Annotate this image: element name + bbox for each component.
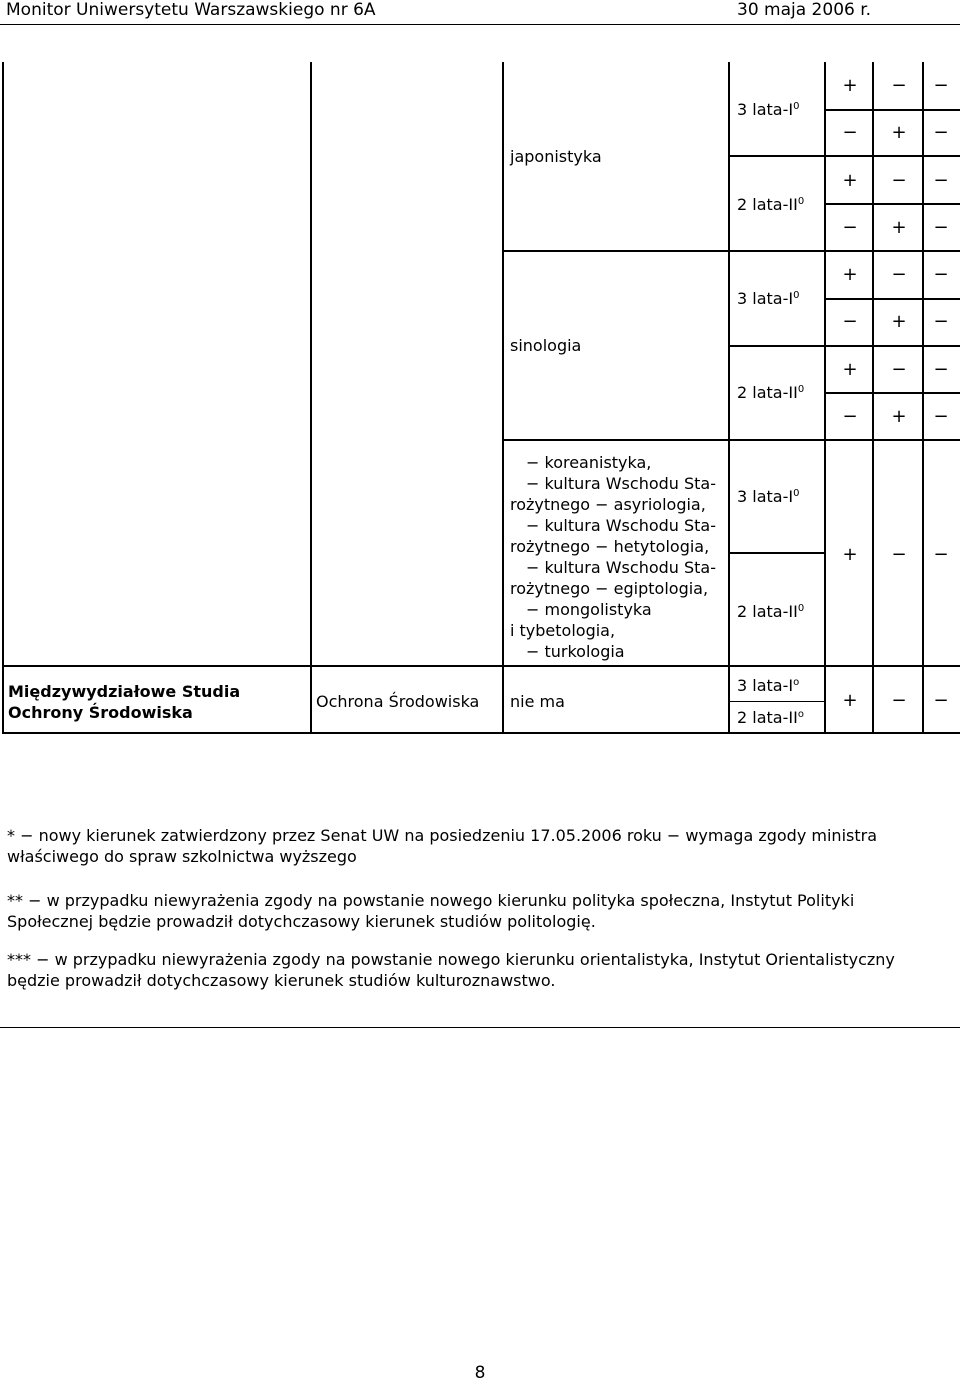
list-item: − kultura Wschodu Sta- bbox=[526, 474, 717, 493]
table-border-left bbox=[2, 62, 4, 734]
level-sup: 0 bbox=[797, 384, 805, 395]
table-col-divider bbox=[824, 62, 826, 734]
level-label: 2 lata-II bbox=[737, 708, 798, 727]
mark: − bbox=[933, 406, 949, 427]
kierunek-japonistyka: japonistyka bbox=[510, 147, 602, 166]
level-label: 2 lata-II bbox=[737, 602, 798, 621]
level-second-cycle bbox=[737, 601, 804, 622]
mark: − bbox=[842, 122, 858, 143]
list-item: − mongolistyka bbox=[526, 600, 652, 619]
mark: − bbox=[933, 170, 949, 191]
mark: − bbox=[933, 311, 949, 332]
page-number: 8 bbox=[474, 1363, 486, 1383]
level-second-cycle bbox=[737, 382, 804, 403]
unit-name-line: Międzywydziałowe Studia bbox=[8, 682, 241, 701]
mark: + bbox=[891, 406, 907, 427]
table-row-divider bbox=[826, 392, 960, 394]
footnote-2: ** − w przypadku niewyrażenia zgody na powstanie nowego kierunku polityka społeczna, Instytut Polityki Społecznej będzie prowadził dotychczasowy kierunek studiów politologię. bbox=[7, 891, 855, 931]
table-border-bottom bbox=[2, 732, 960, 734]
table-row-divider bbox=[502, 250, 960, 252]
level-label: 3 lata-I bbox=[737, 487, 794, 506]
table-row-divider bbox=[826, 298, 960, 300]
list-item: − turkologia bbox=[526, 642, 625, 661]
table-col-divider bbox=[728, 62, 730, 734]
level-sup: 0 bbox=[793, 101, 800, 112]
specjalnosci-list bbox=[510, 452, 716, 662]
mark: − bbox=[933, 264, 949, 285]
unit-name-line: Ochrony Środowiska bbox=[8, 703, 193, 722]
mark: − bbox=[933, 359, 949, 380]
mark: + bbox=[842, 264, 858, 285]
header-rule bbox=[0, 24, 960, 25]
list-item: rożytnego − hetytologia, bbox=[510, 537, 710, 556]
mark: − bbox=[891, 75, 907, 96]
table-row-divider bbox=[730, 701, 826, 702]
mark: − bbox=[891, 264, 907, 285]
mark: − bbox=[891, 170, 907, 191]
mark: + bbox=[891, 122, 907, 143]
level-label: 2 lata-II bbox=[737, 195, 798, 214]
kierunek-ochrona-srodowiska: Ochrona Środowiska bbox=[316, 692, 480, 711]
level-first-cycle bbox=[737, 675, 799, 696]
mark: + bbox=[842, 359, 858, 380]
table-row-divider bbox=[730, 345, 960, 347]
list-item: rożytnego − asyriologia, bbox=[510, 495, 706, 514]
mark: − bbox=[891, 359, 907, 380]
mark: − bbox=[933, 690, 949, 711]
mark: + bbox=[842, 170, 858, 191]
content-bottom-rule bbox=[0, 1027, 960, 1028]
level-first-cycle bbox=[737, 486, 799, 507]
specjalnosc-value: nie ma bbox=[510, 692, 565, 711]
level-second-cycle bbox=[737, 194, 804, 215]
publication-date: 30 maja 2006 r. bbox=[737, 0, 872, 20]
mark: + bbox=[842, 75, 858, 96]
table-row-divider bbox=[2, 665, 960, 667]
table-row-divider bbox=[502, 439, 960, 441]
level-first-cycle bbox=[737, 288, 799, 309]
level-first-cycle bbox=[737, 99, 799, 120]
kierunek-sinologia: sinologia bbox=[510, 336, 582, 355]
footnote-3: *** − w przypadku niewyrażenia zgody na powstanie nowego kierunku orientalistyka, Instytut Orientalistyczny będzie prowadził dotychczasowy kierunek studiów kulturoznawstwo. bbox=[7, 950, 895, 990]
mark: − bbox=[842, 311, 858, 332]
mark: + bbox=[842, 690, 858, 711]
level-label: 3 lata-I bbox=[737, 289, 794, 308]
mark: + bbox=[891, 217, 907, 238]
mark: − bbox=[842, 217, 858, 238]
table-row-divider bbox=[730, 155, 960, 157]
level-sup: 0 bbox=[793, 290, 800, 301]
list-item: − kultura Wschodu Sta- bbox=[526, 558, 717, 577]
table-col-divider bbox=[310, 62, 312, 734]
publication-title: Monitor Uniwersytetu Warszawskiego nr 6A bbox=[6, 0, 376, 20]
list-item: rożytnego − egiptologia, bbox=[510, 579, 709, 598]
level-sup: o bbox=[793, 677, 800, 688]
table-col-divider bbox=[502, 62, 504, 734]
list-item: − koreanistyka, bbox=[526, 453, 652, 472]
list-item: i tybetologia, bbox=[510, 621, 616, 640]
mark: − bbox=[842, 406, 858, 427]
table-row-divider bbox=[826, 203, 960, 205]
level-sup: 0 bbox=[797, 196, 805, 207]
mark: − bbox=[933, 217, 949, 238]
mark: − bbox=[891, 690, 907, 711]
page-header bbox=[0, 0, 960, 25]
table-col-divider bbox=[922, 62, 924, 734]
mark: − bbox=[891, 544, 907, 565]
mark: + bbox=[891, 311, 907, 332]
level-sup: o bbox=[797, 709, 804, 720]
mark: + bbox=[842, 544, 858, 565]
level-label: 3 lata-I bbox=[737, 676, 794, 695]
footnote-1: * − nowy kierunek zatwierdzony przez Senat UW na posiedzeniu 17.05.2006 roku − wymaga zgody ministra właściwego do spraw szkolnictwa wyższego bbox=[7, 826, 877, 866]
level-sup: 0 bbox=[797, 603, 805, 614]
level-sup: 0 bbox=[793, 488, 800, 499]
level-label: 3 lata-I bbox=[737, 100, 794, 119]
table-row-divider bbox=[730, 552, 826, 554]
level-label: 2 lata-II bbox=[737, 383, 798, 402]
unit-name bbox=[8, 681, 240, 723]
mark: − bbox=[933, 122, 949, 143]
table-row-divider bbox=[826, 109, 960, 111]
level-second-cycle bbox=[737, 707, 804, 728]
mark: − bbox=[933, 75, 949, 96]
list-item: − kultura Wschodu Sta- bbox=[526, 516, 717, 535]
mark: − bbox=[933, 544, 949, 565]
table-col-divider bbox=[872, 62, 874, 734]
